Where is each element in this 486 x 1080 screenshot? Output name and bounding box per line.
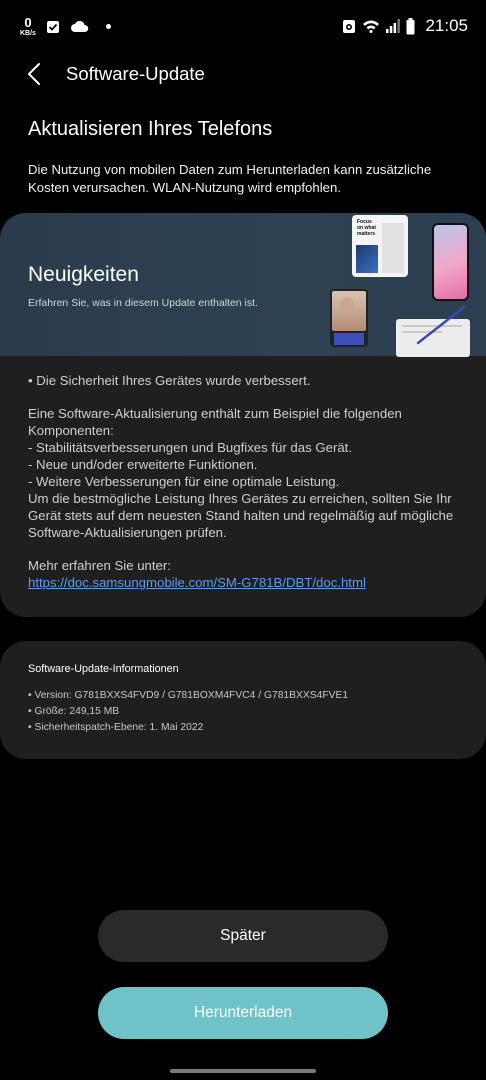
stylus-icon (416, 305, 466, 345)
status-bar (0, 0, 486, 56)
note-item: - Weitere Verbesserungen für eine optimale Leistung. (28, 474, 340, 489)
note-components-intro: Eine Software-Aktualisierung enthält zum Beispiel die folgenden Komponenten: (28, 406, 402, 438)
phone-illustration (432, 223, 469, 301)
home-indicator[interactable] (170, 1069, 316, 1073)
doc-link[interactable]: https://doc.samsungmobile.com/SM-G781B/DBT/doc.html (28, 575, 366, 590)
intro-text: Die Nutzung von mobilen Daten zum Herunterladen kann zusätzliche Kosten verursachen. WLAN-Nutzung wird empfohlen. (28, 162, 432, 195)
update-info-title: Software-Update-Informationen (28, 663, 179, 675)
news-title: Neuigkeiten (28, 263, 139, 286)
note-item: - Neue und/oder erweiterte Funktionen. (28, 457, 258, 472)
lock-icon (342, 18, 356, 34)
section-heading: Aktualisieren Ihres Telefons (28, 118, 273, 140)
cloud-icon (70, 20, 90, 34)
battery-icon (406, 18, 415, 35)
news-banner (0, 213, 486, 356)
size-info: • Größe: 249,15 MB (28, 706, 120, 717)
note-recommendation: Um die bestmögliche Leistung Ihres Gerätes zu erreichen, sollten Sie Ihr Gerät stets auf dem neuesten Stand halten und regelmäßig auf mögliche Software-Aktualisierungen prüfen. (28, 491, 454, 540)
update-info-list (28, 688, 348, 736)
wifi-icon (362, 18, 380, 34)
clock: 21:05 (425, 16, 468, 35)
checkbox-icon (46, 20, 60, 34)
release-notes (28, 372, 468, 591)
tablet-text: Focus on what matters (357, 219, 376, 237)
back-button[interactable] (24, 60, 44, 88)
page-title: Software-Update (66, 63, 205, 84)
security-patch-info: • Sicherheitspatch-Ebene: 1. Mai 2022 (28, 722, 204, 733)
flip-phone-illustration (330, 289, 368, 347)
app-header (0, 56, 486, 92)
back-arrow-icon (27, 62, 41, 86)
note-security: • Die Sicherheit Ihres Gerätes wurde verbessert. (28, 373, 311, 388)
dot-icon (106, 24, 111, 29)
tablet-illustration (352, 215, 408, 277)
more-info-label: Mehr erfahren Sie unter: (28, 558, 171, 573)
note-item: - Stabilitätsverbesserungen und Bugfixes für das Gerät. (28, 440, 353, 455)
net-speed-value: 0 (24, 15, 32, 30)
signal-icon (386, 18, 400, 34)
version-info: • Version: G781BXXS4FVD9 / G781BOXM4FVC4 / G781BXXS4FVE1 (28, 690, 349, 701)
news-card (0, 213, 486, 617)
net-speed (20, 16, 36, 37)
later-button[interactable]: Später (98, 910, 388, 962)
news-subtitle: Erfahren Sie, was in diesem Update enthalten ist. (28, 297, 258, 309)
net-speed-unit: KB/s (20, 30, 36, 37)
update-info-card (0, 641, 486, 759)
download-button[interactable]: Herunterladen (98, 987, 388, 1039)
